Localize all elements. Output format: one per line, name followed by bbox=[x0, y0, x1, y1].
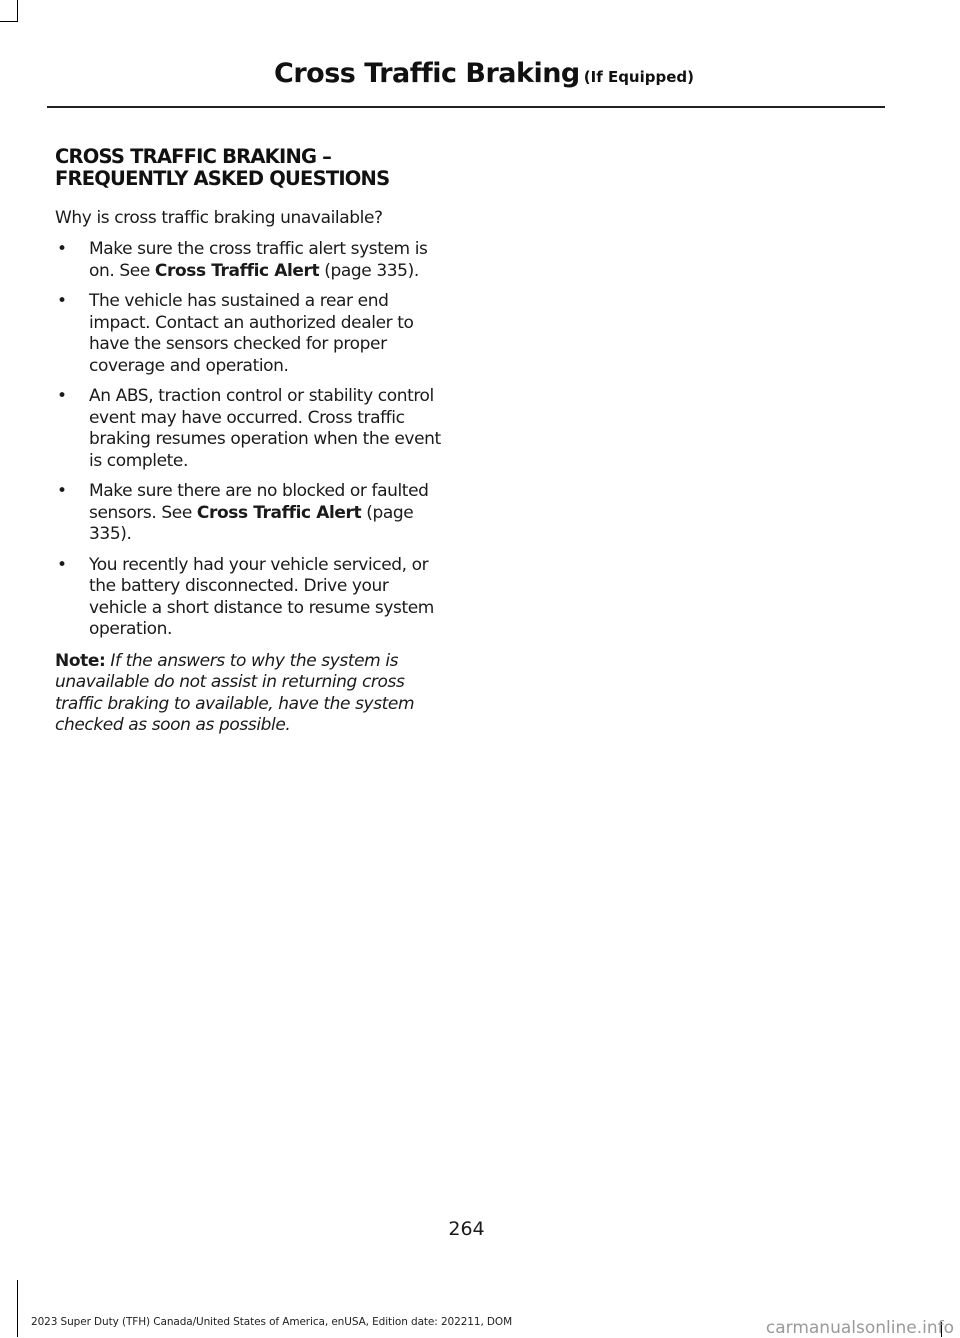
bullet-icon: • bbox=[57, 554, 67, 575]
bullet-icon: • bbox=[57, 386, 67, 406]
list-item-text: Make sure there are no blocked or faulted sensors. See bbox=[89, 481, 429, 523]
list-item bbox=[55, 239, 450, 282]
note-text: If the answers to why the system is unavailable do not assist in returning cross traffic braking to available, have the system checked as soon as possible. bbox=[55, 650, 415, 735]
list-item-text: The vehicle has sustained a rear end impact. Contact an authorized dealer to have the sensors checked for proper coverage and operation. bbox=[89, 291, 414, 376]
header-title-text: Cross Traffic Braking bbox=[274, 58, 580, 89]
list-item-text: You recently had your vehicle serviced, or the battery disconnected. Drive your vehicle a short distance to resume system operation. bbox=[89, 554, 434, 639]
crop-mark-top-left-vertical bbox=[17, 0, 18, 22]
list-item bbox=[55, 386, 450, 472]
header-divider bbox=[47, 106, 885, 108]
main-content bbox=[55, 146, 450, 754]
list-item-text: Make sure the cross traffic alert system is on. See bbox=[89, 239, 428, 281]
watermark: carmanualsonline.info bbox=[765, 1318, 954, 1338]
note-label: Note: bbox=[55, 650, 106, 671]
bullet-icon: • bbox=[57, 239, 67, 259]
footer-edition-info: 2023 Super Duty (TFH) Canada/United States of America, enUSA, Edition date: 202211, DOM bbox=[31, 1316, 513, 1328]
cross-reference-link[interactable]: Cross Traffic Alert bbox=[196, 502, 362, 523]
list-item-text: An ABS, traction control or stability control event may have occurred. Cross traffic braking resumes operation when the event is complete. bbox=[89, 386, 441, 471]
bullet-icon: • bbox=[57, 481, 67, 501]
cross-reference-link[interactable]: Cross Traffic Alert bbox=[154, 260, 320, 281]
list-item bbox=[55, 481, 450, 546]
page-header-title bbox=[274, 58, 694, 89]
page-number: 264 bbox=[448, 1218, 485, 1240]
note-paragraph bbox=[55, 651, 450, 737]
crop-mark-top-left-horizontal bbox=[0, 21, 18, 22]
section-title: CROSS TRAFFIC BRAKING – FREQUENTLY ASKED QUESTIONS bbox=[55, 145, 390, 190]
list-item-page-ref: (page 335). bbox=[89, 502, 414, 544]
bullet-icon: • bbox=[57, 291, 67, 311]
crop-mark-bottom-left bbox=[17, 1280, 18, 1337]
section-intro: Why is cross traffic braking unavailable? bbox=[55, 208, 383, 228]
header-subtitle: (If Equipped) bbox=[583, 68, 694, 86]
list-item-page-ref: (page 335). bbox=[319, 260, 419, 281]
faq-bullet-list bbox=[55, 239, 450, 641]
list-item bbox=[55, 555, 450, 641]
list-item bbox=[55, 291, 450, 377]
